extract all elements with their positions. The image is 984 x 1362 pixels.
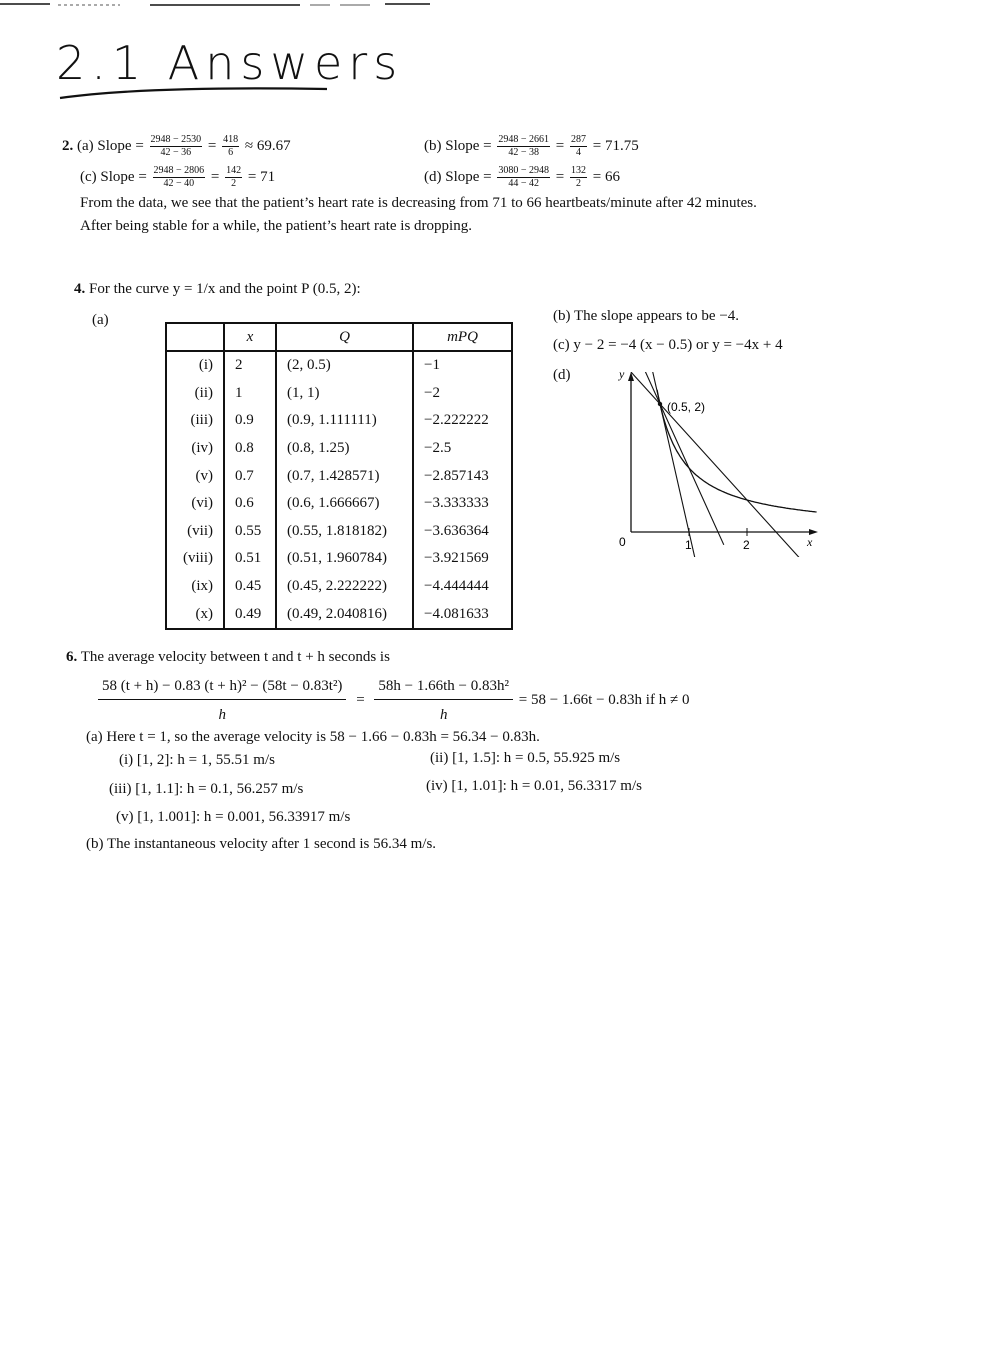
table-cell: 0.55 [224,518,276,546]
problem-6-number: 6. [66,649,78,665]
table-cell: −2.857143 [424,467,489,484]
p2-a-fraction-2: $\frac{418}{6}$ [223,134,239,158]
p2-c-result: = 71 [247,168,276,185]
table-cell: (0.7, 1.428571) [276,462,413,490]
p6-intro-text: The average velocity between t and t + h seconds is [80,649,390,665]
p2-b-fraction: $\frac{2948 - 2661}{42 - 38}$ [498,134,550,158]
problem-4-intro [74,281,361,298]
p2-d-fraction-2: $\frac{132}{2}$ [570,165,586,189]
table-row [166,380,512,408]
p2-c-fraction-2: $\frac{142}{2}$ [226,165,242,189]
p6-item-ii: (ii) [1, 1.5]: h = 0.5, 55.925 m/s [430,750,621,766]
p6-b-text: (b) The instantaneous velocity after 1 second is 56.34 m/s. [86,836,437,852]
problem-2-number: 2. [62,137,74,154]
p4-a-label: (a) [92,312,109,328]
problem-2-b: (b) Slope = $\frac{2948 - 2661}{42 - 38}$ = $\frac{287}{4}$ = 71.75 [424,134,639,158]
table-row [166,407,512,435]
secant-slope-table [165,322,513,630]
problem-2-d: (d) Slope = $\frac{3080 - 2948}{44 - 42}$ = $\frac{132}{2}$ = 66 [424,165,620,189]
table-cell: (0.6, 1.666667) [276,490,413,518]
table-header-x: x [224,323,276,351]
p2-b-fraction-2: $\frac{287}{4}$ [570,134,586,158]
p6-difference-quotient [98,677,689,724]
table-row [166,490,512,518]
p2-b-label: (b) Slope = [424,137,492,154]
table-cell: (iv) [166,435,224,463]
p2-b-result: = 71.75 [592,137,639,154]
table-cell: 0.9 [224,407,276,435]
table-cell: −2.222222 [424,412,489,429]
table-cell: (0.9, 1.111111) [276,407,413,435]
table-cell: (0.55, 1.818182) [276,518,413,546]
problem-2-c: (c) Slope = $\frac{2948 - 2806}{42 - 40}$ = $\frac{142}{2}$ = 71 [80,165,276,189]
table-header-mpq: mPQ [413,323,512,351]
secant-line-q3 [637,362,724,545]
table-cell: (x) [166,600,224,629]
p2-c-label: (c) Slope = [80,168,147,185]
table-cell: (vi) [166,490,224,518]
page-title: 2.1 Answers [56,36,404,90]
scan-top-marks [0,0,984,10]
table-cell: (0.49, 2.040816) [276,600,413,629]
p6-equals: = [356,692,365,708]
table-cell: −3.333333 [424,495,489,512]
p2-a-fraction: $\frac{2948 - 2530}{42 - 36}$ [150,134,202,158]
table-cell: (0.8, 1.25) [276,435,413,463]
table-cell: 0.7 [224,462,276,490]
p2-a-result: ≈ 69.67 [244,137,291,154]
p6-item-iv: (iv) [1, 1.01]: h = 0.01, 56.3317 m/s [426,778,642,794]
problem-4-number: 4. [74,281,86,297]
p2-d-result: = 66 [592,168,620,185]
p6-a-text: (a) Here t = 1, so the average velocity is 58 − 1.66 − 0.83h = 56.34 − 0.83h. [86,729,540,745]
p2-c-fraction: $\frac{2948 - 2806}{42 - 40}$ [153,165,205,189]
table-cell: −2.5 [424,440,452,457]
p2-d-fraction: $\frac{3080 - 2948}{44 - 42}$ [498,165,550,189]
table-cell: −3.921569 [424,550,489,567]
table-cell: −4.081633 [424,605,489,622]
y-axis-arrow [628,372,634,381]
table-row [166,435,512,463]
table-cell: 0.45 [224,573,276,601]
table-cell: (1, 1) [276,380,413,408]
tangent-line [643,362,695,558]
y-axis-label: y [619,367,625,381]
table-cell: 2 [224,351,276,380]
tangent-graph [600,362,830,562]
table-cell: (v) [166,462,224,490]
p4-d-label: (d) [553,367,571,383]
table-cell: −3.636364 [424,522,489,539]
table-cell: (0.51, 1.960784) [276,545,413,573]
table-cell: (ix) [166,573,224,601]
p2-conclusion-line-2: After being stable for a while, the patient’s heart rate is dropping. [80,218,472,234]
p4-b-text: (b) The slope appears to be −4. [553,308,740,324]
secant-line-q2 [631,372,799,558]
table-cell: 0.6 [224,490,276,518]
table-row [166,600,512,629]
table-cell: (i) [166,351,224,380]
origin-label: 0 [619,535,626,549]
table-cell: 1 [224,380,276,408]
table-cell: (viii) [166,545,224,573]
p4-intro-text: For the curve y = 1/x and the point P (0.5, 2): [89,281,361,297]
table-row [166,545,512,573]
p6-item-iii: (iii) [1, 1.1]: h = 0.1, 56.257 m/s [109,781,304,797]
table-cell: (0.45, 2.222222) [276,573,413,601]
point-p-label: (0.5, 2) [667,400,706,414]
p6-fraction-1: $\frac{\text{58 (t + h) − 0.83 (t + h)² − (58t − 0.83t²)}}{h}$ [98,677,346,724]
table-row [166,573,512,601]
p2-d-label: (d) Slope = [424,168,492,185]
table-row [166,518,512,546]
title-underline [55,80,335,105]
problem-2-a: 2. (a) Slope = $\frac{2948 - 2530}{42 - 36}$ = $\frac{418}{6}$ ≈ 69.67 [62,134,291,158]
p2-a-label: (a) Slope = [77,137,144,154]
p6-result: = 58 − 1.66t − 0.83h if h ≠ 0 [518,692,690,708]
table-header-row [166,323,512,351]
table-cell: 0.8 [224,435,276,463]
table-header-blank [166,323,224,351]
table-row [166,351,512,380]
x-axis-label: x [807,535,813,549]
x-tick-1-label: 1 [685,538,692,552]
p4-c-text: (c) y − 2 = −4 (x − 0.5) or y = −4x + 4 [553,337,783,353]
table-cell: (vii) [166,518,224,546]
point-p [658,402,662,406]
table-cell: 0.49 [224,600,276,629]
p6-fraction-2: $\frac{\text{58h − 1.66th − 0.83h²}}{h}$ [374,677,513,724]
table-cell: −4.444444 [424,578,489,595]
table-row [166,462,512,490]
table-cell: (ii) [166,380,224,408]
table-cell: 0.51 [224,545,276,573]
x-tick-2-label: 2 [743,538,750,552]
table-cell: −1 [424,357,440,374]
table-cell: (iii) [166,407,224,435]
table-header-q: Q [276,323,413,351]
table-cell: (2, 0.5) [276,351,413,380]
p6-item-v: (v) [1, 1.001]: h = 0.001, 56.33917 m/s [116,809,351,825]
p2-conclusion-line-1: From the data, we see that the patient’s heart rate is decreasing from 71 to 66 heartbeats/minute after 42 minutes. [80,195,757,211]
problem-6-intro [66,649,390,666]
table-cell: −2 [424,384,440,401]
p6-item-i: (i) [1, 2]: h = 1, 55.51 m/s [119,752,275,768]
